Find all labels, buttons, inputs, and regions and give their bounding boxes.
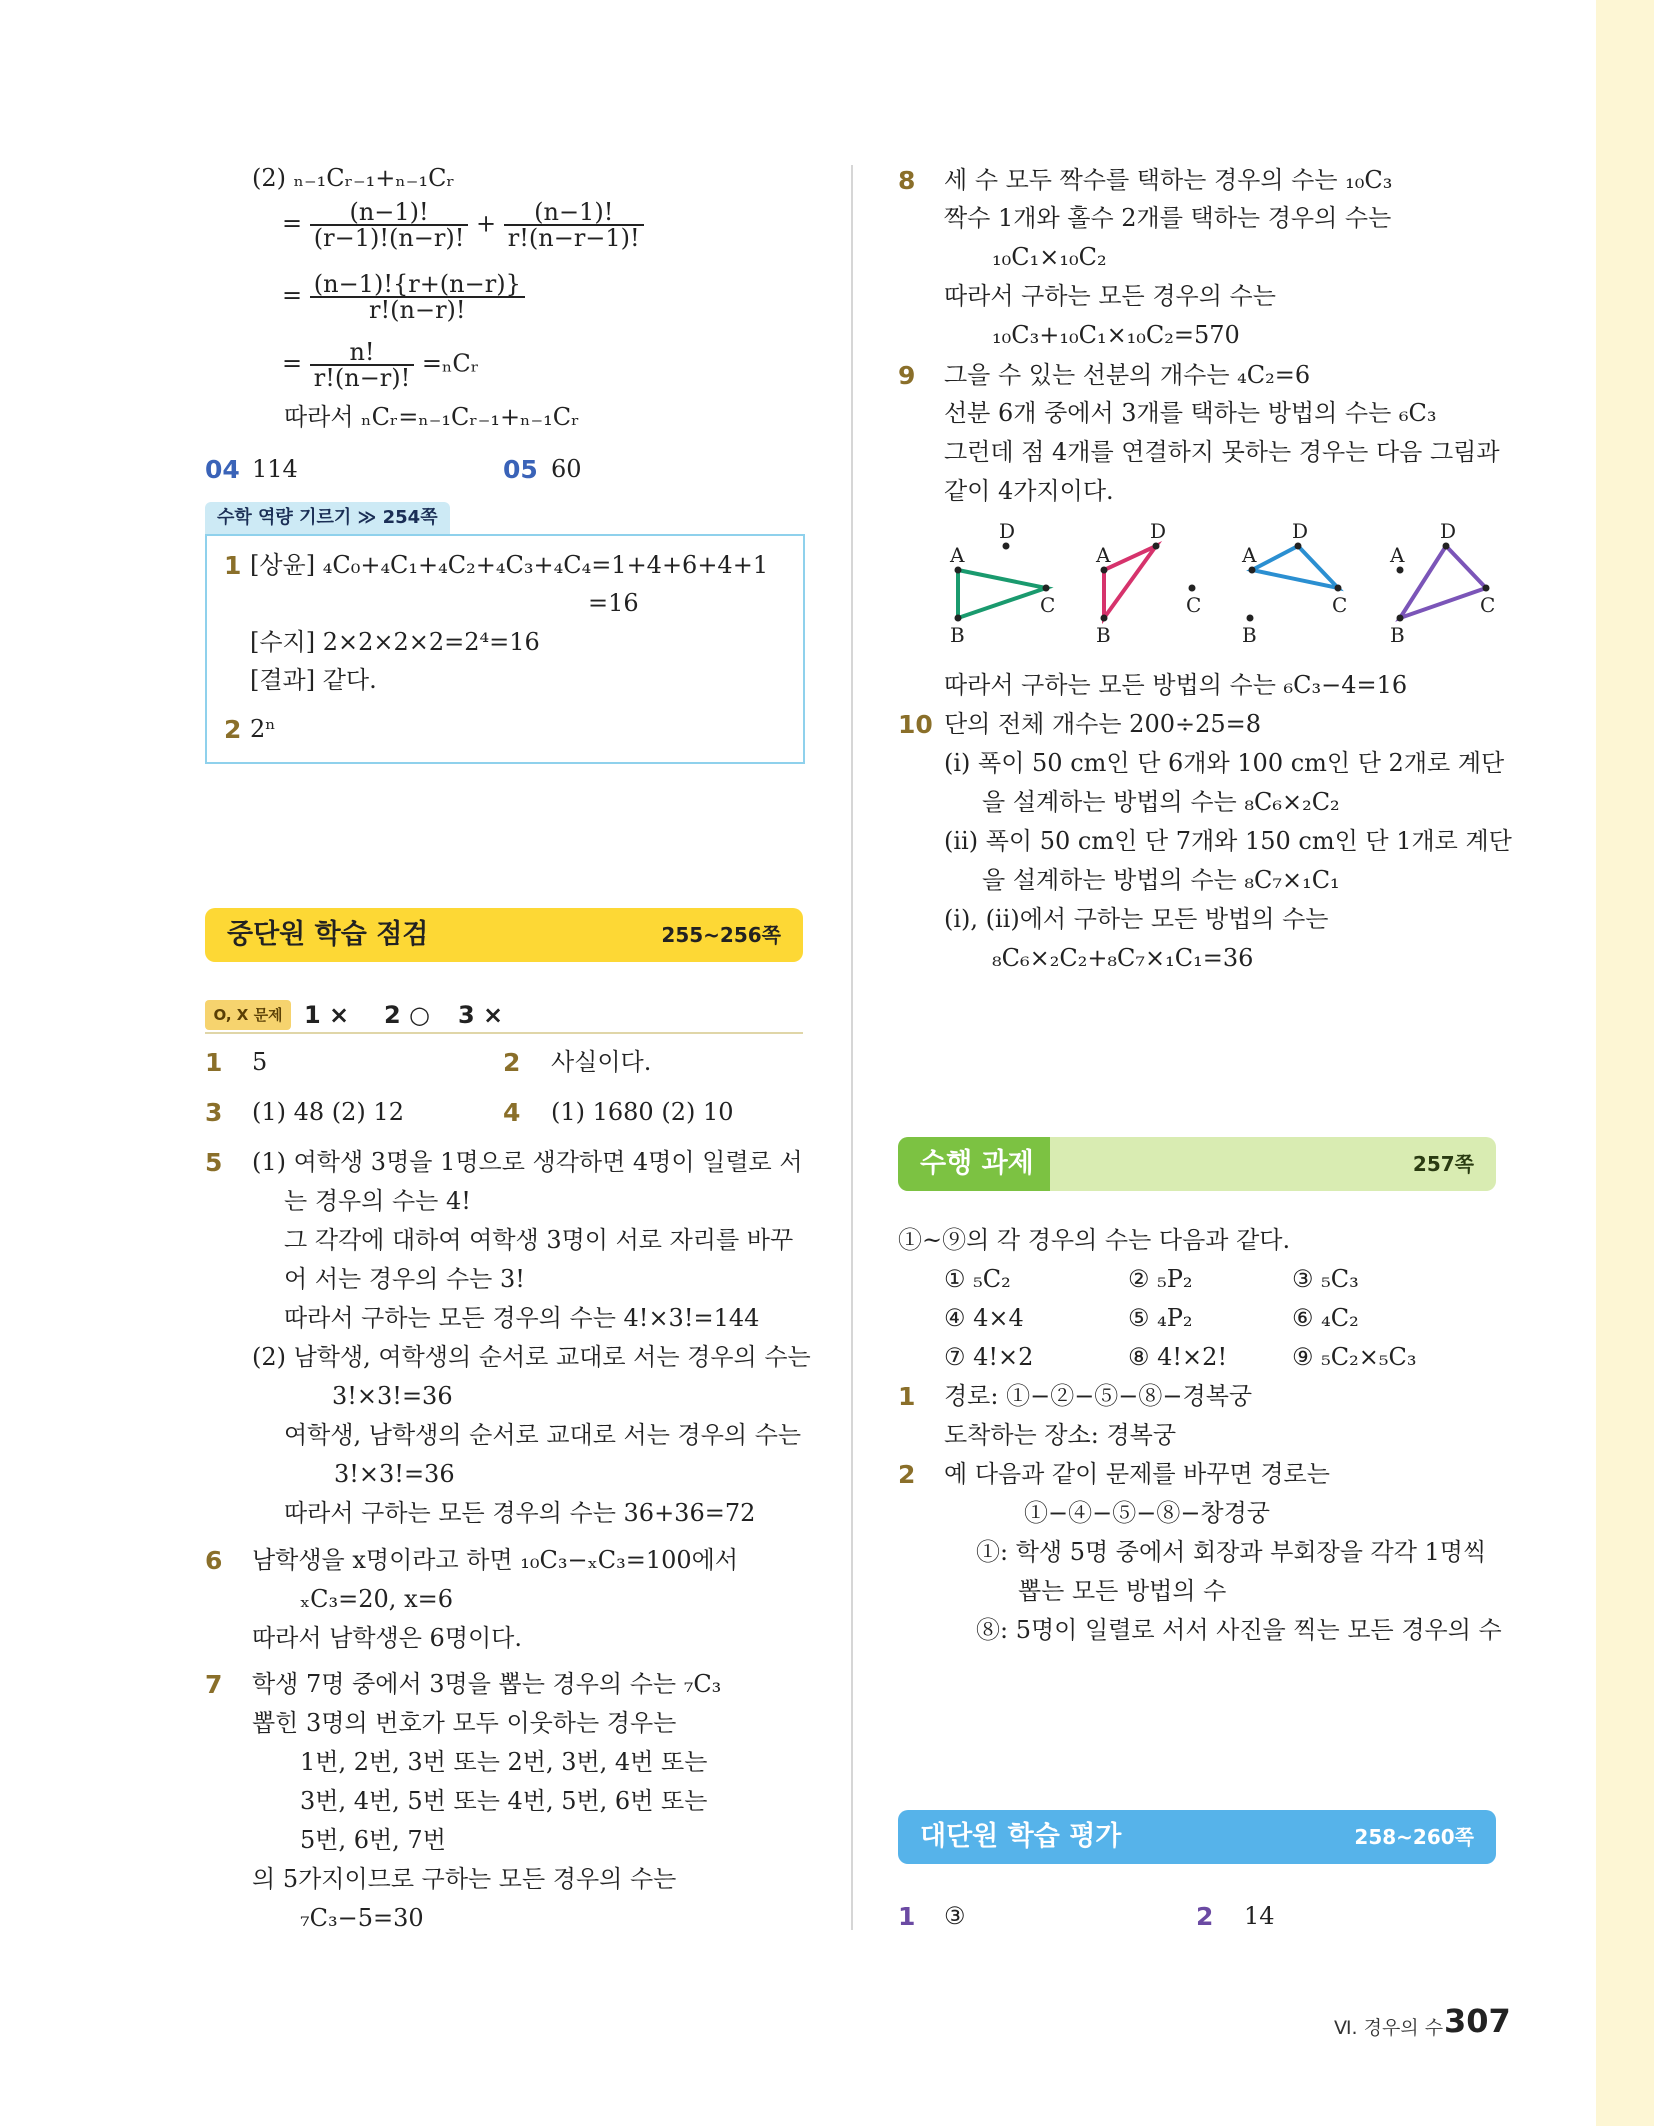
triangle-purple bbox=[1400, 546, 1486, 618]
big-a2: 14 bbox=[1244, 1902, 1275, 1930]
big-unit-title: 대단원 학습 평가 bbox=[920, 1821, 1122, 1852]
a9-line: 같이 4가지이다. bbox=[944, 477, 1114, 505]
mid-q4-number: 4 bbox=[503, 1098, 521, 1127]
mid-a6-line: 따라서 남학생은 6명이다. bbox=[252, 1624, 522, 1652]
triangle-pink bbox=[1104, 546, 1156, 618]
figure-3 bbox=[1241, 519, 1347, 647]
big-unit-pages: 258~260쪽 bbox=[1354, 1825, 1474, 1849]
svg-text:C: C bbox=[1332, 593, 1348, 617]
q8-number: 8 bbox=[898, 166, 916, 195]
svg-text:B: B bbox=[1390, 623, 1405, 647]
big-q1-number: 1 bbox=[898, 1902, 916, 1931]
a8-line: 따라서 구하는 모든 경우의 수는 bbox=[944, 282, 1276, 310]
figure-2 bbox=[1095, 519, 1201, 647]
svg-text:C: C bbox=[1186, 593, 1202, 617]
mid-q7-number: 7 bbox=[205, 1670, 223, 1699]
q04-answer: 114 bbox=[252, 455, 298, 483]
mid-unit-pages: 255~256쪽 bbox=[661, 923, 781, 947]
big-q2-number: 2 bbox=[1196, 1902, 1214, 1931]
svg-text:A: A bbox=[1096, 543, 1111, 567]
svg-text:A: A bbox=[1390, 543, 1405, 567]
mid-a7-line: 학생 7명 중에서 3명을 뽑는 경우의 수는 ₇C₃ bbox=[252, 1670, 722, 1698]
fraction: $\frac{(n-1)!\{r+(n-r)\}}{r!(n-r)!}$ bbox=[310, 272, 525, 322]
task-grid-cell: ⑧ 4!×2! bbox=[1128, 1343, 1228, 1371]
ox-1: 1 × bbox=[304, 1001, 350, 1029]
competency-tab: 수학 역량 기르기 ≫ 254쪽 bbox=[205, 502, 450, 534]
task-grid-cell: ③ ₅C₃ bbox=[1292, 1265, 1359, 1293]
mid-a1: 5 bbox=[252, 1048, 268, 1076]
ox-badge: O, X 문제 bbox=[205, 1000, 291, 1030]
proof-conclusion: 따라서 ₙCᵣ=ₙ₋₁Cᵣ₋₁+ₙ₋₁Cᵣ bbox=[284, 403, 580, 431]
mid-unit-title: 중단원 학습 점검 bbox=[227, 919, 429, 950]
svg-text:A: A bbox=[1242, 543, 1257, 567]
ox-divider bbox=[205, 1032, 803, 1034]
q9-number: 9 bbox=[898, 361, 916, 390]
svg-text:B: B bbox=[950, 623, 965, 647]
task-grid-cell: ① ₅C₂ bbox=[944, 1265, 1011, 1293]
task-grid-cell: ⑨ ₅C₂×₅C₃ bbox=[1292, 1343, 1417, 1371]
mid-q3-number: 3 bbox=[205, 1098, 223, 1127]
big-a1: ③ bbox=[944, 1902, 966, 1930]
triangle-figures bbox=[944, 518, 1504, 648]
mid-a7-line: 1번, 2번, 3번 또는 2번, 3번, 4번 또는 bbox=[300, 1748, 708, 1776]
a9-line: 따라서 구하는 모든 방법의 수는 ₆C₃−4=16 bbox=[944, 671, 1408, 699]
mid-a5-line: 따라서 구하는 모든 경우의 수는 4!×3!=144 bbox=[284, 1304, 760, 1332]
a8-line: ₁₀C₃+₁₀C₁×₁₀C₂=570 bbox=[992, 321, 1240, 349]
mid-a3: (1) 48 (2) 12 bbox=[252, 1098, 404, 1126]
svg-text:C: C bbox=[1480, 593, 1496, 617]
box-line-3: [결과] 같다. bbox=[250, 666, 377, 694]
task-a1-line: 경로: ①−②−⑤−⑧−경복궁 bbox=[944, 1382, 1253, 1410]
task-a2-line: ⑧: 5명이 일렬로 서서 사진을 찍는 모든 경우의 수 bbox=[976, 1616, 1502, 1644]
task-a2-line: 예 다음과 같이 문제를 바꾸면 경로는 bbox=[944, 1460, 1330, 1488]
svg-text:C: C bbox=[1040, 593, 1056, 617]
task-grid-cell: ⑦ 4!×2 bbox=[944, 1343, 1034, 1371]
task-grid-cell: ② ₅P₂ bbox=[1128, 1265, 1193, 1293]
svg-text:D: D bbox=[1292, 519, 1309, 543]
task-pages: 257쪽 bbox=[1412, 1152, 1474, 1176]
task-grid-cell: ④ 4×4 bbox=[944, 1304, 1024, 1332]
triangle-green bbox=[958, 570, 1046, 618]
mid-a6-line: 남학생을 x명이라고 하면 ₁₀C₃−ₓC₃=100에서 bbox=[252, 1546, 739, 1574]
mid-a2: 사실이다. bbox=[551, 1048, 652, 1076]
task-title: 수행 과제 bbox=[920, 1148, 1034, 1179]
task-a2-line: 뽑는 모든 방법의 수 bbox=[1018, 1577, 1227, 1605]
mid-a7-line: 뽑힌 3명의 번호가 모두 이웃하는 경우는 bbox=[252, 1709, 677, 1737]
a10-line: (ⅰ) 폭이 50 cm인 단 6개와 100 cm인 단 2개로 계단 bbox=[944, 749, 1505, 777]
a10-line: 을 설계하는 방법의 수는 ₈C₇×₁C₁ bbox=[982, 866, 1340, 894]
task-grid-cell: ⑤ ₄P₂ bbox=[1128, 1304, 1193, 1332]
column-divider bbox=[851, 165, 853, 1930]
mid-a7-line: 5번, 6번, 7번 bbox=[300, 1826, 446, 1854]
box-q1-number: 1 bbox=[224, 551, 242, 580]
side-strip bbox=[1596, 0, 1654, 2126]
q04-number: 04 bbox=[205, 455, 240, 484]
q05-answer: 60 bbox=[551, 455, 582, 483]
mid-a5-line: 따라서 구하는 모든 경우의 수는 36+36=72 bbox=[284, 1499, 756, 1527]
mid-a5-line: (1) 여학생 3명을 1명으로 생각하면 4명이 일렬로 서 bbox=[252, 1148, 803, 1176]
figure-4 bbox=[1389, 519, 1495, 647]
a8-line: 짝수 1개와 홀수 2개를 택하는 경우의 수는 bbox=[944, 204, 1392, 232]
box-line-1: [상윤] ₄C₀+₄C₁+₄C₂+₄C₃+₄C₄=1+4+6+4+1 bbox=[250, 551, 769, 579]
box-line-2: [수지] 2×2×2×2=2⁴=16 bbox=[250, 628, 540, 656]
mid-a7-line: ₇C₃−5=30 bbox=[300, 1904, 424, 1932]
mid-a5-line: 여학생, 남학생의 순서로 교대로 서는 경우의 수는 bbox=[284, 1421, 802, 1449]
fraction: $\frac{(n-1)!}{(r-1)!(n-r)!}$ bbox=[310, 200, 469, 250]
mid-q5-number: 5 bbox=[205, 1148, 223, 1177]
a10-line: 단의 전체 개수는 200÷25=8 bbox=[944, 710, 1262, 738]
box-line-1b: =16 bbox=[588, 589, 639, 617]
box-q2-number: 2 bbox=[224, 715, 242, 744]
mid-a5-line: 어 서는 경우의 수는 3! bbox=[284, 1265, 525, 1293]
footer-chapter: Ⅵ. 경우의 수 bbox=[1334, 2017, 1444, 2039]
q05-number: 05 bbox=[503, 455, 538, 484]
svg-text:D: D bbox=[1150, 519, 1167, 543]
fraction: $\frac{n!}{r!(n-r)!}$ bbox=[310, 340, 415, 390]
ox-3: 3 × bbox=[458, 1001, 504, 1029]
task-a1-line: 도착하는 장소: 경복궁 bbox=[944, 1421, 1176, 1449]
task-intro: ①~⑨의 각 경우의 수는 다음과 같다. bbox=[898, 1226, 1291, 1254]
a9-line: 그런데 점 4개를 연결하지 못하는 경우는 다음 그림과 bbox=[944, 438, 1500, 466]
a8-line: 세 수 모두 짝수를 택하는 경우의 수는 ₁₀C₃ bbox=[944, 166, 1393, 194]
q10-number: 10 bbox=[898, 710, 933, 739]
a10-line: (ⅰ), (ⅱ)에서 구하는 모든 방법의 수는 bbox=[944, 905, 1329, 933]
svg-text:B: B bbox=[1242, 623, 1257, 647]
proof-line-1: (2) ₙ₋₁Cᵣ₋₁+ₙ₋₁Cᵣ bbox=[252, 164, 455, 192]
mid-q2-number: 2 bbox=[503, 1048, 521, 1077]
task-q1-number: 1 bbox=[898, 1382, 916, 1411]
svg-text:B: B bbox=[1096, 623, 1111, 647]
a10-line: 을 설계하는 방법의 수는 ₈C₆×₂C₂ bbox=[982, 788, 1340, 816]
svg-text:D: D bbox=[999, 519, 1016, 543]
mid-a6-line: ₓC₃=20, x=6 bbox=[300, 1585, 453, 1613]
ox-2: 2 ○ bbox=[384, 1001, 430, 1029]
mid-a5-line: (2) 남학생, 여학생의 순서로 교대로 서는 경우의 수는 bbox=[252, 1343, 811, 1371]
proof-line-3: = $\frac{(n-1)!\{r+(n-r)\}}{r!(n-r)!}$ bbox=[282, 272, 525, 322]
mid-a7-line: 3번, 4번, 5번 또는 4번, 5번, 6번 또는 bbox=[300, 1787, 708, 1815]
mid-q6-number: 6 bbox=[205, 1546, 223, 1575]
mid-a5-line: 그 각각에 대하여 여학생 3명이 서로 자리를 바꾸 bbox=[284, 1226, 794, 1254]
mid-a4: (1) 1680 (2) 10 bbox=[551, 1098, 734, 1126]
task-a2-line: ①: 학생 5명 중에서 회장과 부회장을 각각 1명씩 bbox=[976, 1538, 1487, 1566]
a9-line: 선분 6개 중에서 3개를 택하는 방법의 수는 ₆C₃ bbox=[944, 399, 1437, 427]
mid-a5-line: 3!×3!=36 bbox=[334, 1460, 455, 1488]
box-line-4: 2ⁿ bbox=[250, 715, 276, 743]
fraction: $\frac{(n-1)!}{r!(n-r-1)!}$ bbox=[504, 200, 644, 250]
big-unit-header bbox=[898, 1810, 1496, 1864]
triangle-blue bbox=[1252, 546, 1338, 588]
a8-line: ₁₀C₁×₁₀C₂ bbox=[992, 243, 1107, 271]
task-grid-cell: ⑥ ₄C₂ bbox=[1292, 1304, 1359, 1332]
proof-line-4: = $\frac{n!}{r!(n-r)!}$ =ₙCᵣ bbox=[282, 338, 480, 392]
task-header bbox=[898, 1137, 1496, 1191]
mid-q1-number: 1 bbox=[205, 1048, 223, 1077]
mid-unit-header bbox=[205, 908, 803, 962]
a9-line: 그을 수 있는 선분의 개수는 ₄C₂=6 bbox=[944, 361, 1311, 389]
svg-text:A: A bbox=[950, 543, 965, 567]
proof-line-2: = $\frac{(n-1)!}{(r-1)!(n-r)!}$ + $\frac{(n-1)!}{r!(n-r-1)!}$ bbox=[282, 200, 644, 250]
task-q2-number: 2 bbox=[898, 1460, 916, 1489]
mid-a7-line: 의 5가지이므로 구하는 모든 경우의 수는 bbox=[252, 1865, 677, 1893]
page-number: 307 bbox=[1444, 2002, 1511, 2040]
task-a2-line: ①−④−⑤−⑧−창경궁 bbox=[1024, 1499, 1270, 1527]
figure-1 bbox=[949, 519, 1055, 647]
svg-text:D: D bbox=[1440, 519, 1457, 543]
mid-a5-line: 는 경우의 수는 4! bbox=[284, 1187, 471, 1215]
mid-a5-line: 3!×3!=36 bbox=[332, 1382, 453, 1410]
a10-line: (ⅱ) 폭이 50 cm인 단 7개와 150 cm인 단 1개로 계단 bbox=[944, 827, 1512, 855]
a10-line: ₈C₆×₂C₂+₈C₇×₁C₁=36 bbox=[992, 944, 1254, 972]
